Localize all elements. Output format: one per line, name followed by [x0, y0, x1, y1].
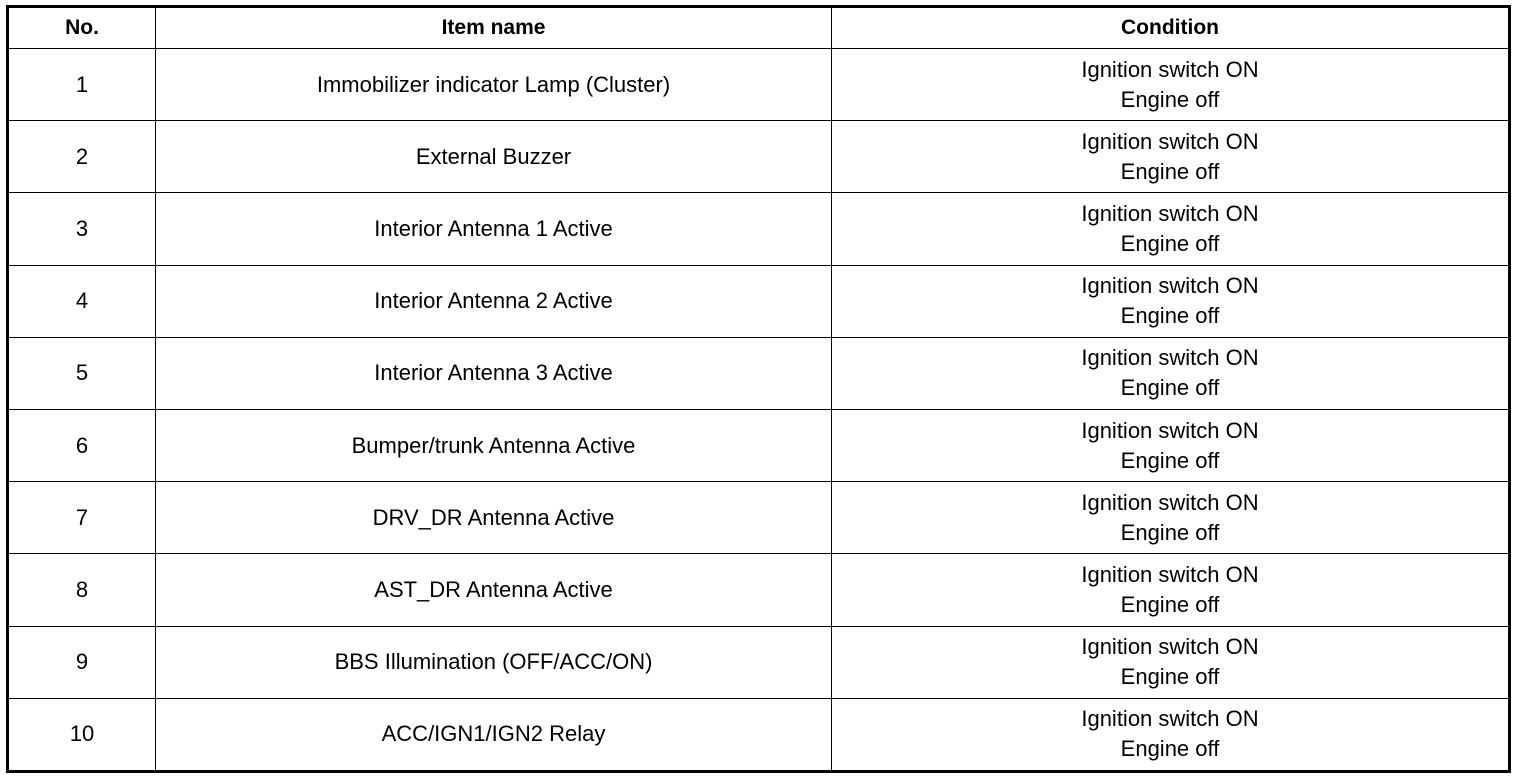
condition-line-1: Ignition switch ON — [1081, 56, 1259, 82]
condition-line-2: Engine off — [1120, 230, 1220, 256]
table-row — [8, 698, 1510, 771]
condition-line-1: Ignition switch ON — [1081, 561, 1259, 587]
condition-line-2: Engine off — [1120, 303, 1220, 329]
condition-cell — [832, 337, 1510, 409]
row-number: 2 — [8, 121, 156, 193]
condition-line-2: Engine off — [1120, 86, 1220, 112]
header-condition: Condition — [832, 7, 1510, 49]
condition-line-1: Ignition switch ON — [1081, 128, 1259, 154]
table-row — [8, 193, 1510, 265]
table-row — [8, 482, 1510, 554]
condition-line-2: Engine off — [1120, 736, 1220, 762]
condition-line-2: Engine off — [1120, 591, 1220, 617]
condition-cell — [832, 193, 1510, 265]
table-row — [8, 554, 1510, 626]
item-name: Interior Antenna 1 Active — [156, 193, 832, 265]
condition-line-2: Engine off — [1120, 664, 1220, 690]
condition-cell — [832, 482, 1510, 554]
item-name: Bumper/trunk Antenna Active — [156, 409, 832, 481]
item-name: BBS Illumination (OFF/ACC/ON) — [156, 626, 832, 698]
condition-line-1: Ignition switch ON — [1081, 634, 1259, 660]
table-row — [8, 626, 1510, 698]
table-row — [8, 265, 1510, 337]
condition-line-2: Engine off — [1120, 447, 1220, 473]
item-name: External Buzzer — [156, 121, 832, 193]
item-name: AST_DR Antenna Active — [156, 554, 832, 626]
condition-line-1: Ignition switch ON — [1081, 345, 1259, 371]
condition-cell — [832, 626, 1510, 698]
condition-cell — [832, 409, 1510, 481]
row-number: 9 — [8, 626, 156, 698]
condition-cell — [832, 698, 1510, 771]
item-name: Immobilizer indicator Lamp (Cluster) — [156, 49, 832, 121]
table-row — [8, 409, 1510, 481]
condition-cell — [832, 49, 1510, 121]
condition-line-2: Engine off — [1120, 519, 1220, 545]
table-header-row — [8, 7, 1510, 49]
condition-cell — [832, 121, 1510, 193]
condition-line-1: Ignition switch ON — [1081, 489, 1259, 515]
row-number: 3 — [8, 193, 156, 265]
table-row — [8, 337, 1510, 409]
row-number: 6 — [8, 409, 156, 481]
item-name: Interior Antenna 2 Active — [156, 265, 832, 337]
condition-line-2: Engine off — [1120, 158, 1220, 184]
header-no: No. — [8, 7, 156, 49]
condition-line-1: Ignition switch ON — [1081, 200, 1259, 226]
condition-line-2: Engine off — [1120, 375, 1220, 401]
row-number: 8 — [8, 554, 156, 626]
condition-cell — [832, 554, 1510, 626]
condition-cell — [832, 265, 1510, 337]
row-number: 5 — [8, 337, 156, 409]
condition-line-1: Ignition switch ON — [1081, 273, 1259, 299]
item-name: Interior Antenna 3 Active — [156, 337, 832, 409]
row-number: 4 — [8, 265, 156, 337]
row-number: 1 — [8, 49, 156, 121]
row-number: 10 — [8, 698, 156, 771]
item-name: ACC/IGN1/IGN2 Relay — [156, 698, 832, 771]
header-item-name: Item name — [156, 7, 832, 49]
condition-line-1: Ignition switch ON — [1081, 417, 1259, 443]
item-condition-table — [6, 5, 1511, 773]
condition-line-1: Ignition switch ON — [1081, 706, 1259, 732]
row-number: 7 — [8, 482, 156, 554]
item-name: DRV_DR Antenna Active — [156, 482, 832, 554]
table-row — [8, 49, 1510, 121]
table-row — [8, 121, 1510, 193]
